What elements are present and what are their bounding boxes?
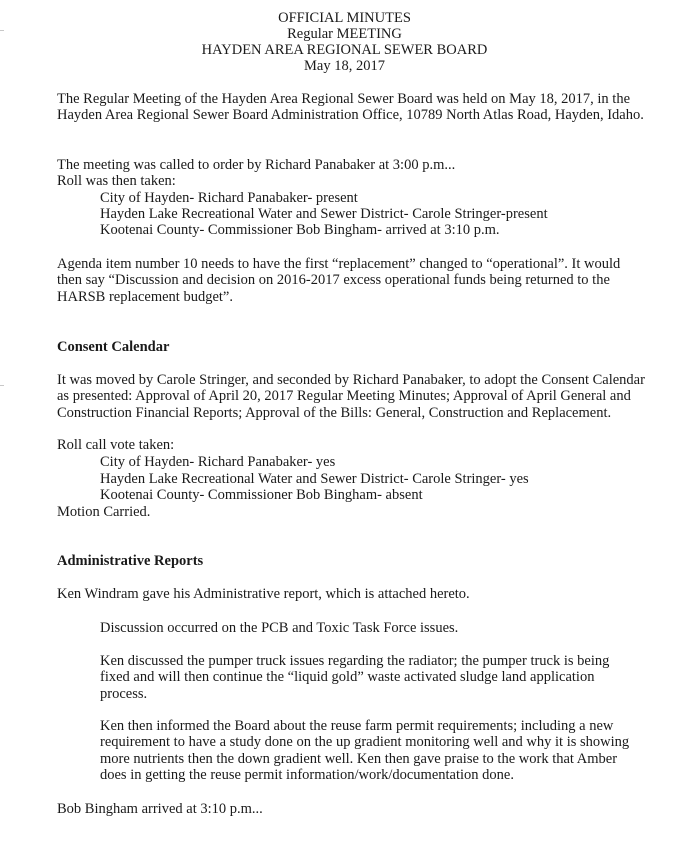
consent-heading: Consent Calendar [57,339,170,355]
agenda-note: Agenda item number 10 needs to have the first “replacement” changed to “operational”. It would then say “Discussion and decision on 2016-2017 excess operational funds being returned to the HARSB replacement budget”. [57,256,621,305]
arrival-note: Bob Bingham arrived at 3:10 p.m... [57,801,263,817]
admin-item: Ken then informed the Board about the reuse farm permit requirements; including a new requirement to have a study done on the up gradient monitoring well and why it is showing more nutrients then the down gradient well. Ken then gave praise to the work that Amber does in getting the reuse permit information/work/documentation done. [100,718,630,784]
meeting-date: May 18, 2017 [304,58,385,74]
roll-taken-label: Roll was then taken: [57,173,176,189]
board-name: HAYDEN AREA REGIONAL SEWER BOARD [201,42,488,58]
roll-entry: City of Hayden- Richard Panabaker- present [100,190,358,206]
vote-entry: City of Hayden- Richard Panabaker- yes [100,454,336,470]
vote-entry: Hayden Lake Recreational Water and Sewer District- Carole Stringer- yes [100,471,529,487]
admin-intro: Ken Windram gave his Administrative report, which is attached hereto. [57,586,470,602]
admin-item: Discussion occurred on the PCB and Toxic Task Force issues. [100,620,459,636]
admin-item: Ken discussed the pumper truck issues regarding the radiator; the pumper truck is being fixed and will then continue the “liquid gold” waste activated sludge land application process. [100,653,610,702]
call-to-order: The meeting was called to order by Richard Panabaker at 3:00 p.m... [57,157,456,173]
vote-entry: Kootenai County- Commissioner Bob Bingham- absent [100,487,423,503]
meeting-type: Regular MEETING [287,26,402,42]
roll-entry: Kootenai County- Commissioner Bob Bingham- arrived at 3:10 p.m. [100,222,500,238]
admin-heading: Administrative Reports [57,553,204,569]
doc-title: OFFICIAL MINUTES [278,10,411,26]
roll-entry: Hayden Lake Recreational Water and Sewer District- Carole Stringer-present [100,206,548,222]
margin-mark [0,385,4,386]
intro-paragraph: The Regular Meeting of the Hayden Area Regional Sewer Board was held on May 18, 2017, in the Hayden Area Regional Sewer Board Administration Office, 10789 North Atlas Road, Hayden, Idaho. [57,91,644,124]
consent-motion: It was moved by Carole Stringer, and seconded by Richard Panabaker, to adopt the Consent Calendar as presented: Approval of April 20, 2017 Regular Meeting Minutes; Approval of April General and Construction Financial Reports; Approval of the Bills: General, Construction and Replacement. [57,372,645,421]
motion-result: Motion Carried. [57,504,151,520]
vote-label: Roll call vote taken: [57,437,175,453]
